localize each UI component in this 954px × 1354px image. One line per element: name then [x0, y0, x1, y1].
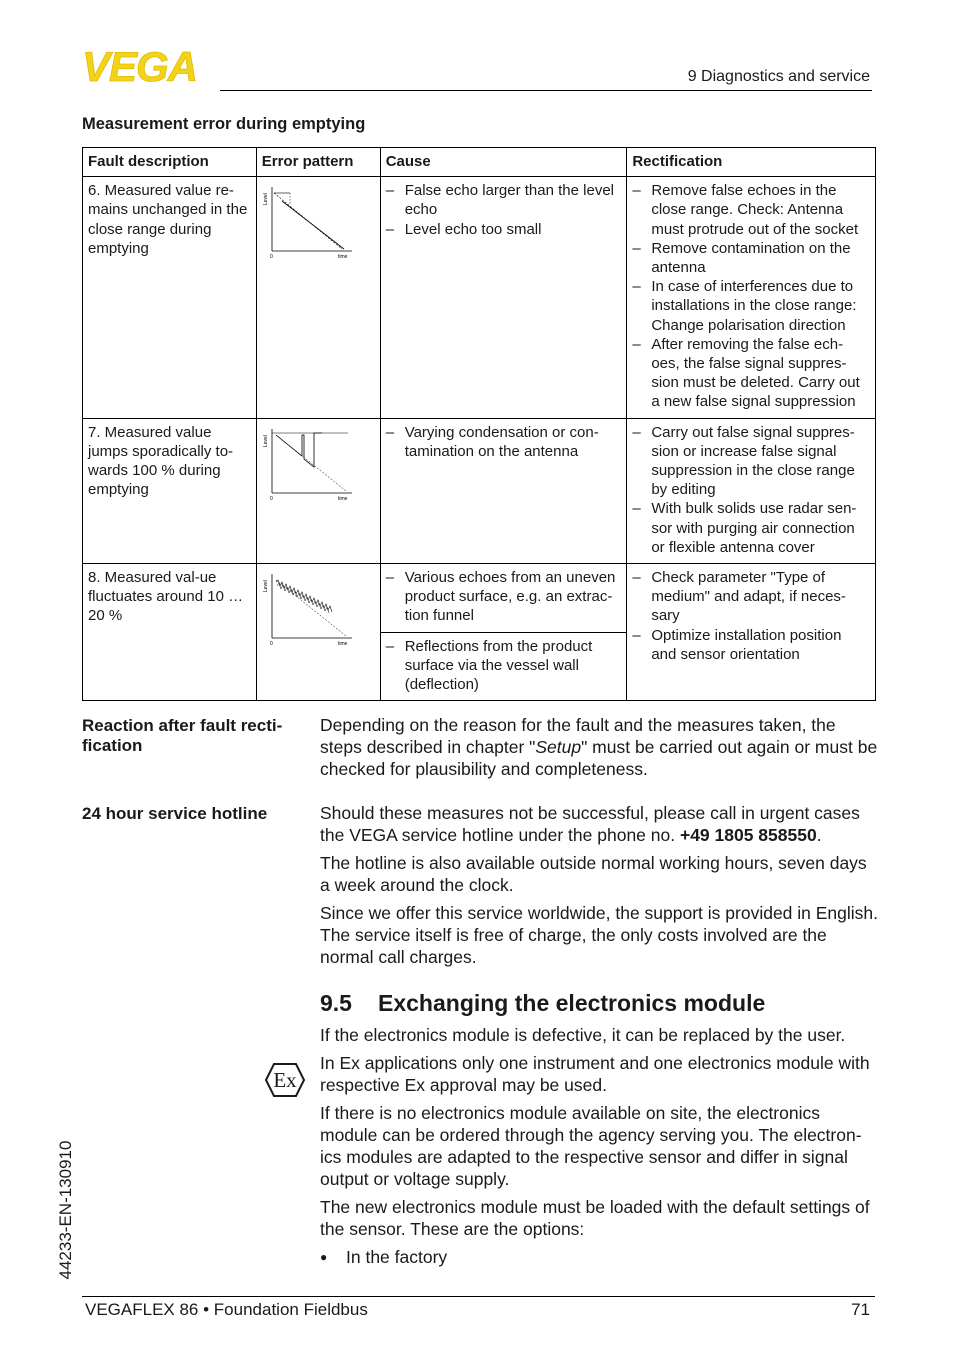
rectification-item: – Remove contamination on the antenna — [632, 239, 870, 277]
cause-cell — [380, 632, 627, 701]
axis-label-time: time — [337, 254, 348, 260]
section-heading — [320, 990, 765, 1017]
axis-origin: 0 — [269, 495, 273, 501]
cause-cell — [380, 564, 627, 633]
svg-text:Ex: Ex — [273, 1068, 297, 1092]
section-paragraph: If the electronics module is defective, it can be replaced by the user. — [320, 1025, 846, 1045]
axis-label-level: Level — [262, 580, 269, 593]
hotline-text — [320, 802, 880, 974]
error-pattern — [256, 177, 380, 418]
document-code — [36, 1140, 96, 1290]
axis-label-level: Level — [262, 193, 269, 206]
rectification-cell — [627, 177, 876, 418]
setup-chapter-ref: Setup — [535, 737, 582, 757]
axis-label-time: time — [337, 641, 348, 647]
hotline-label: 24 hour service hotline — [82, 804, 268, 823]
section-number: 9.5 — [320, 990, 352, 1016]
reaction-label: Reaction after fault recti-fication — [82, 716, 283, 755]
document-code-text: 44233-EN-130910 — [56, 1140, 75, 1280]
header-error-pattern: Error pattern — [256, 148, 380, 177]
cause-cell — [380, 177, 627, 418]
rectification-item: – Carry out false signal suppres-sion or increase false signal suppression in the close range by editing — [632, 423, 870, 500]
cause-cell — [380, 418, 627, 563]
section-body — [320, 1024, 880, 1268]
footer-product: VEGAFLEX 86 • Foundation Fieldbus — [85, 1300, 368, 1319]
reaction-text-part: " must be carried out again or must be checked for plausibility and completeness. — [320, 737, 878, 779]
list-item: ● In the factory — [320, 1246, 880, 1268]
table-row — [83, 564, 876, 633]
header-rectification: Rectification — [627, 148, 876, 177]
vega-logo — [82, 48, 214, 86]
cause-item: – False echo larger than the level echo — [386, 181, 622, 219]
hotline-paragraph: The hotline is also available outside normal working hours, seven days a week around the clock. — [320, 853, 867, 895]
fault-description: 8. Measured val-ue fluctuates around 10 … 20 % — [83, 564, 257, 701]
fault-description: 7. Measured value jumps sporadically to-wards 100 % during emptying — [83, 418, 257, 563]
table-header-row — [83, 148, 876, 177]
section-paragraph: In Ex applications only one instrument and one electronics module with respective Ex approval may be used. — [320, 1053, 870, 1095]
table-row — [83, 177, 876, 418]
error-pattern — [256, 564, 380, 701]
cause-item: – Varying condensation or con-tamination on the antenna — [386, 423, 622, 461]
footer-divider — [82, 1296, 875, 1297]
options-list — [320, 1246, 880, 1268]
cause-item: – Level echo too small — [386, 220, 622, 239]
axis-label-level: Level — [262, 434, 269, 447]
axis-origin: 0 — [269, 641, 273, 647]
rectification-item: – Check parameter "Type of medium" and adapt, if neces-sary — [632, 568, 870, 626]
reaction-text-part: Depending on the reason for the fault and the measures taken, the steps described in chapter " — [320, 715, 836, 757]
rectification-item: – Optimize installation position and sensor orientation — [632, 626, 870, 664]
axis-label-time: time — [337, 495, 348, 501]
svg-text:VEGA: VEGA — [82, 48, 198, 86]
subsection-title: Measurement error during emptying — [82, 115, 366, 133]
section-paragraph: If there is no electronics module available on site, the electronics module can be ordered through the agency serving you. The electron-ics modules are adapted to the respective sensor and differ in signal output or voltage supply. — [320, 1103, 862, 1189]
hotline-text-part: Should these measures not be successful, please call in urgent cases the VEGA service hotline under the phone no. — [320, 803, 860, 845]
section-header: 9 Diagnostics and service — [687, 68, 870, 85]
fault-description: 6. Measured value re-mains unchanged in the close range during emptying — [83, 177, 257, 418]
header-fault-description: Fault description — [83, 148, 257, 177]
error-pattern-graph-6 — [262, 181, 362, 259]
table-row — [83, 418, 876, 563]
cause-item: – Reflections from the product surface via the vessel wall (deflection) — [386, 637, 622, 695]
error-pattern-graph-8 — [262, 568, 362, 646]
section-title: Exchanging the electronics module — [378, 990, 766, 1016]
rectification-item: – With bulk solids use radar sen-sor with purging air connection or flexible antenna cover — [632, 499, 870, 557]
hotline-phone: +49 1805 858550 — [679, 825, 817, 845]
header-divider — [220, 90, 872, 91]
error-pattern — [256, 418, 380, 563]
ex-hazard-icon — [264, 1062, 306, 1098]
hotline-text-part: . — [816, 825, 822, 845]
reaction-text — [320, 714, 880, 786]
rectification-item: – Remove false echoes in the close range. Check: Antenna must protrude out of the socket — [632, 181, 870, 239]
rectification-cell — [627, 418, 876, 563]
rectification-item: – In case of interferences due to installations in the close range: Change polarisation direction — [632, 277, 870, 335]
rectification-cell — [627, 564, 876, 701]
header-cause: Cause — [380, 148, 627, 177]
hotline-paragraph: Since we offer this service worldwide, the support is provided in English. The service itself is free of charge, the only costs involved are the normal call charges. — [320, 903, 879, 967]
axis-origin: 0 — [269, 254, 273, 260]
cause-item: – Various echoes from an uneven product surface, e.g. an extrac-tion funnel — [386, 568, 622, 626]
error-pattern-graph-7 — [262, 423, 362, 501]
fault-table — [82, 147, 876, 701]
section-paragraph: The new electronics module must be loaded with the default settings of the sensor. These are the options: — [320, 1197, 870, 1239]
rectification-item: – After removing the false ech-oes, the false signal suppres-sion must be deleted. Carry out a new false signal suppression — [632, 335, 870, 412]
page-number: 71 — [851, 1300, 870, 1319]
